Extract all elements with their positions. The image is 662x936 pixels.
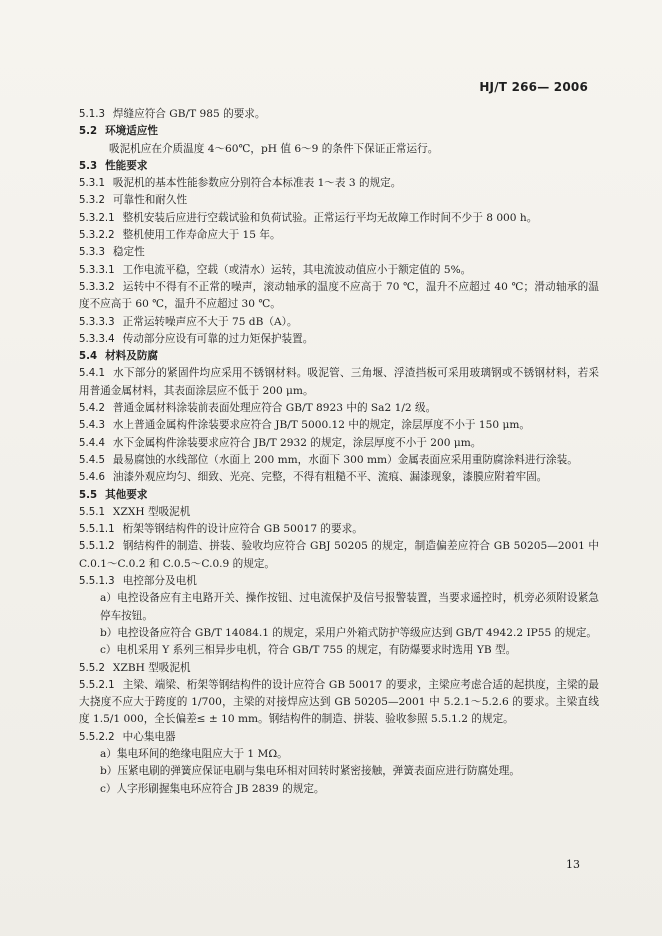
clause-5-4-5: 5.4.5 最易腐蚀的水线部位（水面上 200 mm，水面下 300 mm）金属表面应采用重防腐涂料进行涂装。 bbox=[79, 453, 578, 466]
clause-5-3-3-3: 5.3.3.3 正常运转噪声应不大于 75 dB（A）。 bbox=[79, 315, 298, 328]
clause-5-4-3: 5.4.3 水上普通金属构件涂装要求应符合 JB/T 5000.12 中的规定，涂层厚度不小于 150 μm。 bbox=[79, 419, 531, 432]
clause-5-5-1: 5.5.1 XZXH 型吸泥机 bbox=[79, 505, 191, 518]
section-5-5-heading: 5.5 其他要求 bbox=[79, 488, 148, 501]
clause-5-3-2-1: 5.3.2.1 整机安装后应进行空载试验和负荷试验。正常运行平均无故障工作时间不少于 8 000 h。 bbox=[79, 211, 538, 224]
clause-5-5-2-2: 5.5.2.2 中心集电器 bbox=[79, 730, 176, 743]
clause-5-5-1-2: 5.5.1.2 钢结构件的制造、拼装、验收均应符合 GBJ 50205 的规定，制造偏差应符合 GB 50205—2001 中 C.0.1～C.0.2 和 C.0.5～C.0.9 的规定。 bbox=[79, 540, 599, 570]
clause-5-5-2-1: 5.5.2.1 主梁、端梁、桁架等钢结构件的设计应符合 GB 50017 的要求，主梁应考虑合适的起拱度，主梁的最大挠度不应大于跨度的 1/700，主梁的对接焊应达到 GB 50205—2001 中 5.2.1～5.2.6 的要求。主梁直线度 1.5/1 000，全长偏差≤ ± 10 mm。钢结构件的制造、拼装、验收参照 5.5.1.2 的规定。 bbox=[79, 678, 599, 726]
clause-5-4-6: 5.4.6 油漆外观应均匀、细致、光亮、完整，不得有粗糙不平、流痕、漏漆现象，漆膜应附着牢固。 bbox=[79, 471, 548, 484]
list-item-5-5-1-3-a: a）电控设备应有主电路开关、操作按钮、过电流保护及信号报警装置，当要求遥控时，机旁必须附设紧急停车按钮。 bbox=[100, 592, 599, 622]
clause-5-5-2: 5.5.2 XZBH 型吸泥机 bbox=[79, 661, 191, 674]
clause-5-3-2-2: 5.3.2.2 整机使用工作寿命应大于 15 年。 bbox=[79, 229, 281, 242]
clause-5-3-3: 5.3.3 稳定性 bbox=[79, 246, 145, 259]
list-item-5-5-2-2-b: b）压紧电刷的弹簧应保证电刷与集电环相对回转时紧密接触，弹簧表面应进行防腐处理。 bbox=[100, 765, 520, 778]
list-item-5-5-1-3-b: b）电控设备应符合 GB/T 14084.1 的规定，采用户外箱式防护等级应达到 GB/T 4942.2 IP55 的规定。 bbox=[100, 626, 598, 639]
standard-code-header: HJ/T 266— 2006 bbox=[479, 80, 588, 94]
page-number: 13 bbox=[566, 858, 580, 871]
clause-5-4-4: 5.4.4 水下金属构件涂装要求应符合 JB/T 2932 的规定，涂层厚度不小于 200 μm。 bbox=[79, 436, 482, 449]
list-item-5-5-1-3-c: c）电机采用 Y 系列三相异步电机，符合 GB/T 755 的规定，有防爆要求时选用 YB 型。 bbox=[100, 644, 517, 657]
clause-5-5-1-1: 5.5.1.1 桁架等钢结构件的设计应符合 GB 50017 的要求。 bbox=[79, 523, 363, 536]
clause-5-3-3-1: 5.3.3.1 工作电流平稳，空载（或清水）运转，其电流波动值应小于额定值的 5%。 bbox=[79, 263, 472, 276]
section-5-3-heading: 5.3 性能要求 bbox=[79, 159, 148, 172]
clause-5-3-3-2: 5.3.3.2 运转中不得有不正常的噪声，滚动轴承的温度不应高于 70 ℃，温升不应超过 40 ℃；滑动轴承的温度不应高于 60 ℃，温升不应超过 30 ℃。 bbox=[79, 280, 599, 311]
list-item-5-5-2-2-c: c）人字形刷握集电环应符合 JB 2839 的规定。 bbox=[100, 782, 325, 795]
section-5-2-heading: 5.2 环境适应性 bbox=[79, 125, 159, 138]
section-5-4-heading: 5.4 材料及防腐 bbox=[79, 350, 159, 363]
list-item-5-5-2-2-a: a）集电环间的绝缘电阻应大于 1 MΩ。 bbox=[100, 747, 288, 760]
document-body bbox=[79, 106, 599, 798]
clause-5-4-2: 5.4.2 普通金属材料涂装前表面处理应符合 GB/T 8923 中的 Sa2 1/2 级。 bbox=[79, 402, 437, 415]
clause-5-2-body: 吸泥机应在介质温度 4～60℃，pH 值 6～9 的条件下保证正常运行。 bbox=[109, 142, 439, 155]
clause-5-3-3-4: 5.3.3.4 传动部分应设有可靠的过力矩保护装置。 bbox=[79, 332, 314, 345]
clause-5-1-3: 5.1.3 焊缝应符合 GB/T 985 的要求。 bbox=[79, 108, 266, 120]
clause-5-4-1: 5.4.1 水下部分的紧固件均应采用不锈钢材料。吸泥管、三角堰、浮渣挡板可采用玻璃钢或不锈钢材料，若采用普通金属材料，其表面涂层应不低于 200 μm。 bbox=[79, 367, 599, 397]
clause-5-3-1: 5.3.1 吸泥机的基本性能参数应分别符合本标准表 1～表 3 的规定。 bbox=[79, 177, 402, 190]
clause-5-5-1-3: 5.5.1.3 电控部分及电机 bbox=[79, 575, 197, 588]
clause-5-3-2: 5.3.2 可靠性和耐久性 bbox=[79, 194, 188, 207]
